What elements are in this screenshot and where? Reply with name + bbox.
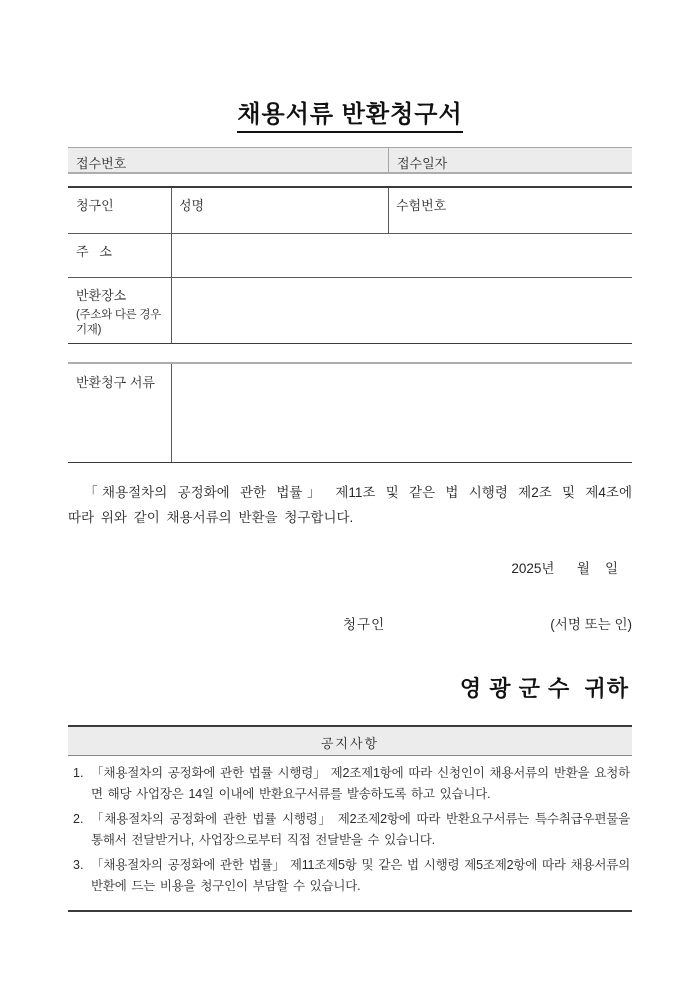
closing-claimant-label: 청구인 bbox=[343, 617, 386, 632]
table-row-address bbox=[68, 234, 632, 278]
applicant-table bbox=[68, 186, 632, 344]
notice-item bbox=[73, 763, 630, 804]
notice-item-text: 「채용절차의 공정화에 관한 법률」 제11조제5항 및 같은 법 시행령 제5조제2항에 따라 채용서류의 반환에 드는 비용을 청구인이 부담할 수 있습니다. bbox=[91, 858, 630, 893]
exam-no-field-cell bbox=[388, 188, 632, 233]
claimant-label: 청구인 bbox=[76, 198, 114, 213]
name-label: 성명 bbox=[179, 198, 205, 213]
exam-no-label: 수험번호 bbox=[396, 198, 447, 213]
address-label: 주 소 bbox=[76, 244, 112, 259]
notice-header: 공지사항 bbox=[68, 727, 632, 756]
recipient-line bbox=[68, 672, 632, 703]
seal-label: (서명 또는 인) bbox=[550, 617, 632, 632]
documents-table bbox=[68, 362, 632, 463]
notice-item-number: 2. bbox=[73, 812, 84, 826]
recipient-title: 영 광 군 수 귀하 bbox=[459, 676, 629, 701]
table-row-return-place bbox=[68, 278, 632, 343]
receipt-no-label: 접수번호 bbox=[76, 156, 127, 171]
documents-field-cell bbox=[171, 364, 632, 462]
return-place-label: 반환장소 bbox=[76, 288, 127, 303]
notice-item-text: 「채용절차의 공정화에 관한 법률 시행령」 제2조제2항에 따라 반환요구서류는 특수취급우편물을 통해서 전달받거나, 사업장으로부터 직접 전달받을 수 있습니다. bbox=[91, 812, 630, 847]
table-row-claimant bbox=[68, 188, 632, 234]
notice-item-number: 3. bbox=[73, 858, 84, 872]
receipt-date-label: 접수일자 bbox=[388, 148, 632, 172]
notice-item bbox=[73, 855, 630, 896]
statement-line-1: 「채용절차의 공정화에 관한 법률」 제11조 및 같은 법 시행령 제2조 및 제4조에 bbox=[84, 485, 632, 500]
return-place-field-cell bbox=[171, 278, 632, 343]
notice-items bbox=[68, 756, 632, 910]
date-line: 2025년 월 일 bbox=[511, 561, 618, 576]
address-field-cell bbox=[171, 234, 632, 277]
documents-label: 반환청구 서류 bbox=[76, 375, 155, 390]
notice-box bbox=[68, 725, 632, 912]
notice-item-number: 1. bbox=[73, 766, 84, 780]
return-place-note: (주소와 다른 경우 기재) bbox=[76, 309, 161, 336]
statement-line-2: 따라 위와 같이 채용서류의 반환을 청구합니다. bbox=[68, 510, 354, 525]
notice-item bbox=[73, 809, 630, 850]
name-field-cell bbox=[171, 188, 388, 233]
page-title: 채용서류 반환청구서 bbox=[237, 94, 462, 133]
signature-line bbox=[68, 613, 632, 631]
receipt-table bbox=[68, 147, 632, 174]
return-place-label-cell bbox=[68, 278, 171, 343]
statement-paragraph bbox=[68, 480, 632, 530]
title-section bbox=[68, 94, 632, 133]
notice-item-text: 「채용절차의 공정화에 관한 법률 시행령」 제2조제1항에 따라 신청인이 채용서류의 반환을 요청하면 해당 사업장은 14일 이내에 반환요구서류를 발송하도록 하고 있습니다. bbox=[91, 766, 630, 801]
